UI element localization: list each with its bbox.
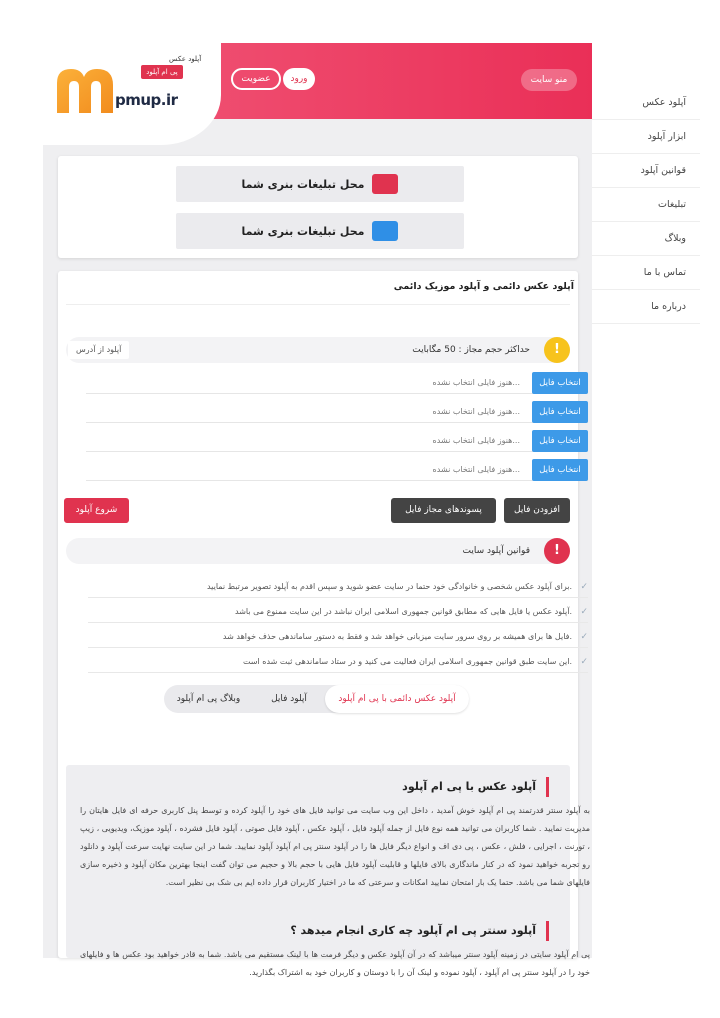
sidebar-item-upload-tools[interactable]: ابزار آپلود: [592, 120, 700, 154]
sidebar-nav: [592, 86, 700, 324]
rule-item: [88, 601, 588, 623]
ad-banner-text: محل تبلیغات بنری شما: [241, 224, 365, 238]
file-row: [86, 401, 588, 423]
max-size-bar: [66, 337, 570, 363]
start-upload-button[interactable]: شروع آپلود: [64, 498, 129, 523]
rule-text: فایل ها برای همیشه بر روی سرور سایت میزبانی خواهد شد و فقط به دستور ساماندهی حذف خواهد شد.: [222, 632, 572, 641]
rule-item: [88, 576, 588, 598]
sidebar-item-about[interactable]: درباره ما: [592, 290, 700, 324]
rules-title: قوانین آپلود سایت: [462, 546, 530, 556]
upload-from-url-button[interactable]: آپلود از آدرس: [68, 341, 129, 359]
sidebar-item-contact[interactable]: تماس با ما: [592, 256, 700, 290]
warning-icon: !: [544, 337, 570, 363]
max-size-text: حداکثر حجم مجاز : 50 مگابایت: [412, 345, 530, 355]
choose-file-button[interactable]: انتخاب فایل: [532, 401, 588, 423]
about-paragraph-1: به آپلود سنتر قدرتمند پی ام آپلود خوش آمدید ، داخل این وب سایت می توانید فایل های خود را آپلود کرده و توسط پنل کاربری حرفه ای فایل هایتان را مدیریت نمایید . شما کاربران می توانید همه نوع فایل از جمله آپلود فایل ، آپلود عکس ، آپلود فایل صوتی ، آپلود فایل فشرده ، آپلود موزیک، ویدیویی ، زیپ ، تورنت ، اجرایی ، فلش ، عکس ، پی دی اف و انواع دیگر فایل ها را در آپلود سنتر پی ام آپلود آپلود نمایید. شما در این سایت نهایت سرعت آپلود و دانلود رو تجربه خواهید نمود که در کنار ماندگاری بالای فایلها و قابلیت آپلود فایل هایی با حجم بالا و حجیم می توان گفت اینجا بهترین مکان آپلود و ذخیره سازی فایلهای شما می باشد. حتما یک بار امتحان نمایید امکانات و سرعتی که ما در اختیار کاربران قرار داده ایم بی شک بی نظیر است.: [80, 806, 590, 887]
sidebar-item-upload-image[interactable]: آپلود عکس: [592, 86, 700, 120]
file-status: هنوز فایلی انتخاب نشده...: [432, 436, 520, 445]
rule-item: [88, 651, 588, 673]
logo-text: pmup.ir: [115, 91, 178, 109]
choose-file-button[interactable]: انتخاب فایل: [532, 372, 588, 394]
site-menu-button[interactable]: منو سایت: [521, 69, 577, 91]
file-status: هنوز فایلی انتخاب نشده...: [432, 465, 520, 474]
logo[interactable]: [43, 43, 221, 145]
file-row: [86, 430, 588, 452]
rules-bar: [66, 538, 570, 564]
register-button[interactable]: عضویت: [231, 68, 281, 90]
rule-text: آپلود عکس یا فایل هایی که مطابق قوانین جمهوری اسلامی ایران نباشد در این سایت ممنوع می باشد.: [235, 607, 572, 616]
title-divider: [66, 304, 570, 305]
about-heading-1: آپلود عکس با پی ام آپلود: [402, 777, 549, 797]
info-tabs: [164, 685, 469, 713]
choose-file-button[interactable]: انتخاب فایل: [532, 459, 588, 481]
file-row: [86, 459, 588, 481]
upload-card: [58, 271, 590, 977]
banner-card: [58, 156, 578, 258]
add-file-button[interactable]: افزودن فایل: [504, 498, 570, 523]
about-paragraph-2: پی ام آپلود سایتی در زمینه آپلود سنتر میباشد که در آن آپلود عکس و دیگر فرمت ها با لینک مستقیم می باشد. شما به قادر خواهید بود عکس ها و فایلهای خود را در آپلود سنتر پی ام آپلود ، آپلود نموده و لینک آن را با دوستان و کاربران خود به اشتراک بگذارید.: [80, 950, 590, 977]
check-icon: ✓: [580, 632, 588, 642]
check-icon: ✓: [580, 582, 588, 592]
sidebar-item-upload-rules[interactable]: قوانین آپلود: [592, 154, 700, 188]
login-button[interactable]: ورود: [283, 68, 315, 90]
sidebar-item-blog[interactable]: وبلاگ: [592, 222, 700, 256]
pmup-mark-icon: [372, 221, 398, 241]
upload-title: آپلود عکس دائمی و آپلود موزیک دائمی: [393, 281, 574, 292]
file-status: هنوز فایلی انتخاب نشده...: [432, 407, 520, 416]
file-status: هنوز فایلی انتخاب نشده...: [432, 378, 520, 387]
check-icon: ✓: [580, 657, 588, 667]
main-column: [43, 43, 592, 977]
choose-file-button[interactable]: انتخاب فایل: [532, 430, 588, 452]
rule-text: برای آپلود عکس شخصی و خانوادگی خود حتما در سایت عضو شوید و سپس اقدم به آپلود تصویر مرتبط نمایید.: [206, 582, 572, 591]
tab-upload-file[interactable]: آپلود فایل: [271, 694, 307, 704]
ad-banner-2[interactable]: [176, 213, 464, 249]
tab-blog[interactable]: وبلاگ پی ام آپلود: [176, 694, 241, 704]
about-heading-2: آپلود سنتر پی ام آپلود چه کاری انجام میدهد ؟: [290, 921, 549, 941]
pmup-logo-icon: [53, 65, 121, 115]
check-icon: ✓: [580, 607, 588, 617]
tab-upload-image[interactable]: آپلود عکس دائمی با پی ام آپلود: [325, 685, 469, 713]
allowed-extensions-button[interactable]: پسوندهای مجاز فایل: [391, 498, 496, 523]
ad-banner-text: محل تبلیغات بنری شما: [241, 177, 365, 191]
alert-icon: !: [544, 538, 570, 564]
rule-item: [88, 626, 588, 648]
rule-text: این سایت طبق قوانین جمهوری اسلامی ایران فعالیت می کنید و در ستاد ساماندهی ثبت شده است.: [242, 657, 572, 666]
logo-badge: پی ام آپلود: [141, 65, 183, 79]
ad-banner-1[interactable]: [176, 166, 464, 202]
logo-sub-text: آپلود عکس: [169, 55, 202, 63]
file-row: [86, 372, 588, 394]
pmup-mark-icon: [372, 174, 398, 194]
sidebar-item-ads[interactable]: تبلیغات: [592, 188, 700, 222]
